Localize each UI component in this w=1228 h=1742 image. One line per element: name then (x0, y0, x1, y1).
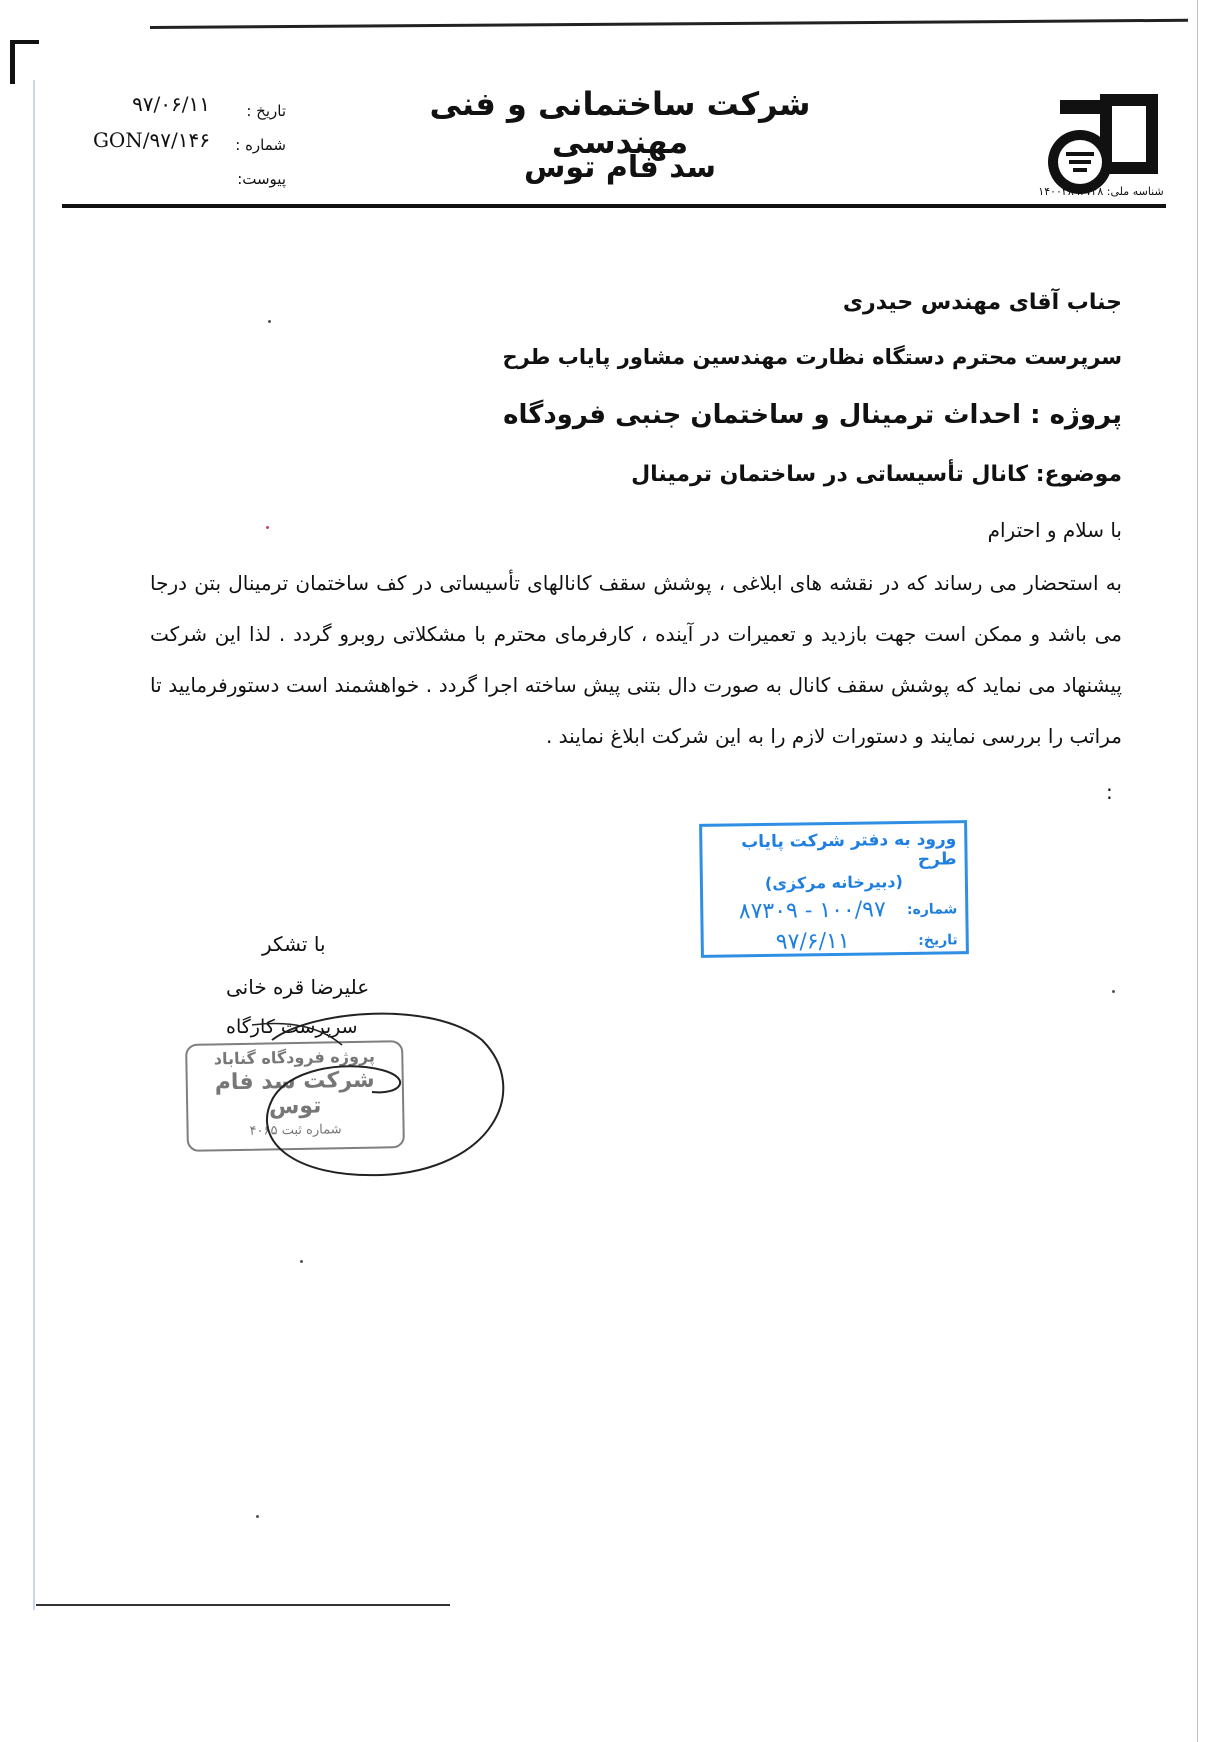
signatory-name: علیرضا قره خانی (226, 975, 370, 999)
logo-caption: شناسه ملی: ۱۴۰۰۳۸۹۲۷۲۸ (1038, 185, 1164, 198)
signature-thanks: با تشکر (262, 932, 326, 956)
date-value: ۹۷/۰۶/۱۱ (132, 92, 210, 116)
header-divider (62, 204, 1166, 208)
received-date-label: تاریخ: (918, 931, 958, 949)
scan-speck (268, 320, 271, 323)
scan-speck (266, 526, 269, 529)
meta-values (70, 86, 210, 158)
scan-edge-left (33, 80, 35, 1610)
attachment-label: پیوست: (237, 170, 286, 188)
received-date-value: ۹۷/۶/۱۱ (775, 928, 850, 955)
number-label: شماره : (235, 136, 286, 154)
project-line: پروژه : احداث ترمینال و ساختمان جنبی فرودگاه (503, 400, 1122, 430)
received-stamp-number-row (711, 896, 957, 924)
received-stamp-date-row (712, 927, 958, 955)
scan-edge-right (1197, 0, 1198, 1742)
scan-speck (256, 1515, 259, 1518)
scan-speck (300, 1260, 303, 1263)
company-stamp-line2: شرکت سد فام توس (214, 1067, 375, 1120)
signatory-title: سرپرست کارگاه (226, 1016, 358, 1038)
addressee-title: سرپرست محترم دستگاه نظارت مهندسین مشاور پایاب طرح (502, 345, 1122, 369)
handwritten-signature (232, 1000, 522, 1180)
addressee-name: جناب آقای مهندس حیدری (842, 290, 1122, 315)
greeting: با سلام و احترام (987, 518, 1122, 542)
subject-line: موضوع: کانال تأسیساتی در ساختمان ترمینال (631, 462, 1122, 487)
letter-body: به استحضار می رساند که در نقشه های ابلاغی ، پوشش سقف کانالهای تأسیساتی در کف ساختمان ترمینال بتن درجا می باشد و ممکن است جهت بازدید و تعمیرات در آینده ، کارفرمای محترم با مشکلاتی روبرو گردد . لذا این شرکت پیشنهاد می نماید که پوشش سقف کانال به صورت دال بتنی پیش ساخته اجرا گردد . خواهشمند است دستورفرمایید تا مراتب را بررسی نمایند و دستورات لازم را به این شرکت ابلاغ نمایند . (150, 571, 1122, 748)
scan-speck (1112, 990, 1115, 993)
company-stamp-line3: شماره ثبت ۴۰۶۵ (249, 1122, 342, 1139)
scan-corner-mark (10, 40, 39, 84)
scan-border-top (150, 19, 1188, 29)
company-name: شرکت ساختمانی و فنی مهندسی (429, 85, 811, 161)
company-subname: سد فام توس (523, 150, 717, 185)
footer-rule (36, 1604, 450, 1606)
received-number-value: ۱۰۰/۹۷ - ۸۷۳۰۹ (738, 897, 886, 925)
number-value: GON/۹۷/۱۴۶ (92, 128, 210, 152)
received-number-label: شماره: (906, 900, 958, 918)
received-stamp (699, 820, 969, 958)
date-label: تاریخ : (246, 102, 286, 120)
received-stamp-title: ورود به دفتر شرکت پایاب طرح (741, 829, 957, 870)
company-stamp-line1: پروژه فرودگاه گناباد (213, 1046, 376, 1069)
closing-mark: : (1106, 780, 1113, 804)
received-stamp-subtitle: (دبیرخانه مرکزی) (764, 872, 904, 893)
